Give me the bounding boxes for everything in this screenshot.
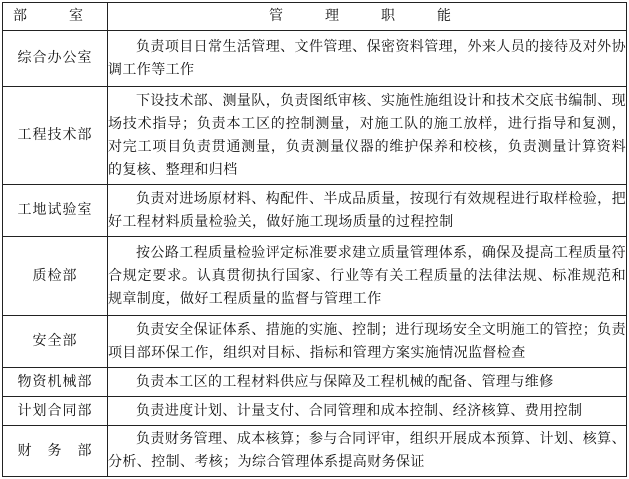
functions-text: 负责本工区的工程材料供应与保障及工程机械的配备、管理与维修 [136,373,554,390]
functions-cell [108,368,627,397]
department-cell: 财 务 部 [3,426,108,477]
header-department: 部 室 [3,3,108,31]
functions-cell [108,185,627,237]
functions-text: 下设技术部、测量队，负责图纸审核、实施性施组设计和技术交底书编制、现场技术指导；负责本工区的控制测量，对施工队的施工放样，进行指导和复测，对完工项目负责贯通测量，负责测量仪器的维护保养和校核，负责测量计算资料的复核、整理和归档 [108,92,626,178]
functions-text: 负责财务管理、成本核算；参与合同评审，组织开展成本预算、计划、核算、分析、控制、考核；为综合管理体系提高财务保证 [108,431,626,470]
department-cell: 计划合同部 [3,397,108,426]
functions-cell [108,87,627,185]
functions-cell [108,316,627,368]
functions-text: 负责安全保证体系、措施的实施、控制；进行现场安全文明施工的管控；负责项目部环保工作，组织对目标、指标和管理方案实施情况监督检查 [108,321,626,361]
table-row [3,426,627,477]
functions-cell [108,237,627,316]
department-cell: 安全部 [3,316,108,368]
functions-cell [108,31,627,87]
table-row [3,87,627,185]
department-cell: 物资机械部 [3,368,108,397]
department-cell: 工地试验室 [3,185,108,237]
department-cell: 质检部 [3,237,108,316]
department-cell: 工程技术部 [3,87,108,185]
table-row [3,368,627,397]
functions-text: 负责进度计划、计量支付、合同管理和成本控制、经济核算、费用控制 [136,402,583,419]
department-duties-table [2,2,627,477]
table-row [3,185,627,237]
functions-cell [108,397,627,426]
functions-text: 负责对进场原材料、构配件、半成品质量，按现行有效规程进行取样检验，把好工程材料质量检验关，做好施工现场质量的过程控制 [108,190,626,230]
table-row [3,237,627,316]
table-row [3,316,627,368]
table-row [3,31,627,87]
table-header-row [3,3,627,31]
header-functions: 管 理 职 能 [108,3,627,31]
table-row [3,397,627,426]
department-cell: 综合办公室 [3,31,108,87]
functions-text: 按公路工程质量检验评定标准要求建立质量管理体系，确保及提高工程质量符合规定要求。认真贯彻执行国家、行业等有关工程质量的法律法规、标准规范和规章制度，做好工程质量的监督与管理工作 [108,244,626,307]
functions-text: 负责项目日常生活管理、文件管理、保密资料管理，外来人员的接待及对外协调工作等工作 [108,38,626,78]
functions-cell [108,426,627,477]
